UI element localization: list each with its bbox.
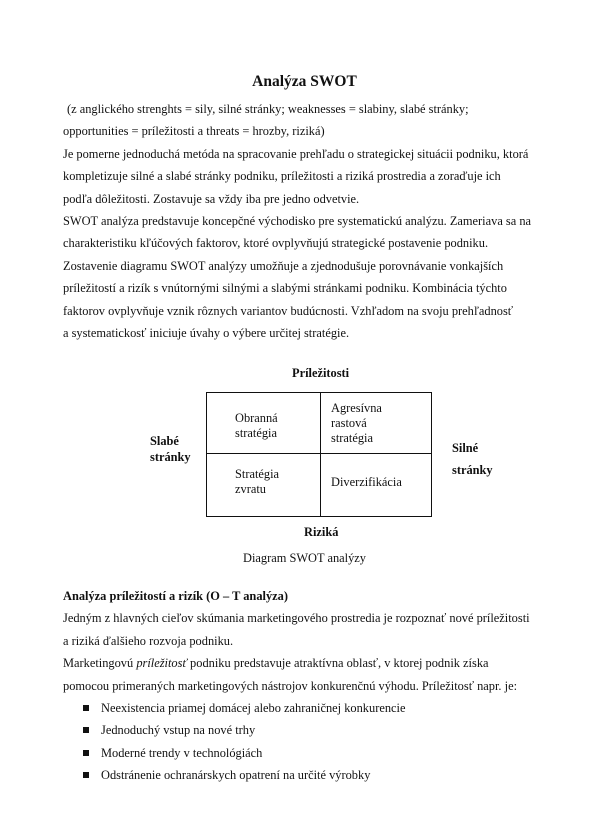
text-span: Marketingovú (63, 656, 137, 671)
list-item (63, 719, 563, 741)
label-line: Slabé (150, 434, 179, 448)
diagram-label-threats: Riziká (304, 525, 339, 539)
list-item-text: Moderné trendy v technológiách (101, 745, 263, 760)
section-heading: Analýza príležitostí a rizík (O – T analýza) (63, 589, 288, 603)
cell-line: stratégia (235, 426, 277, 440)
label-line: Silné (452, 441, 479, 455)
list-item-text: Jednoduchý vstup na nové trhy (101, 723, 256, 738)
cell-line: zvratu (235, 482, 266, 496)
document-title: Analýza SWOT (252, 73, 357, 90)
list-item-text: Neexistencia priamej domácej alebo zahraničnej konkurencie (101, 701, 406, 716)
paragraph-line: a riziká ďalšieho rozvoja podniku. (63, 633, 234, 648)
cell-line: Obranná (235, 411, 278, 425)
diagram-label-opportunities: Príležitosti (292, 366, 350, 380)
bullet-icon (83, 750, 89, 756)
list-item (63, 764, 563, 786)
diagram-label-strengths (452, 437, 493, 481)
intro-line: charakteristiku kľúčových faktorov, ktoré ovplyvňujú strategické postavenie podniku. (63, 236, 489, 251)
diagram-label-weaknesses (150, 433, 191, 465)
text-span: podniku predstavuje atraktívna oblasť, v ktorej podnik získa (186, 656, 489, 671)
cell-defensive-strategy (235, 411, 278, 441)
paragraph-line: pomocou primeraných marketingových nástrojov konkurenčnú výhodu. Príležitosť napr. je: (63, 678, 518, 693)
opportunity-list (63, 697, 563, 787)
intro-line: Je pomerne jednoduchá metóda na spracovanie prehľadu o strategickej situácii podniku, ktorá (63, 146, 529, 161)
bullet-icon (83, 727, 89, 733)
intro-line: podľa dôležitosti. Zostavuje sa vždy iba pre jedno odvetvie. (63, 191, 360, 206)
paragraph-line: Jedným z hlavných cieľov skúmania marketingového prostredia je rozpoznať nové príležitosti (63, 611, 530, 626)
intro-line: kompletizuje silné a slabé stránky podniku, príležitosti a riziká prostredia a zoraďuje ich (63, 169, 501, 184)
list-item (63, 742, 563, 764)
matrix-divider-horizontal (207, 453, 431, 454)
intro-line: faktorov ovplyvňuje vznik rôznych variantov budúcnosti. Vzhľadom na svoju prehľadnosť (63, 303, 514, 318)
cell-line: Agresívna (331, 401, 382, 415)
cell-turnaround-strategy (235, 467, 279, 497)
list-item-text: Odstránenie ochranárskych opatrení na určité výrobky (101, 768, 371, 783)
italic-term: príležitosť (136, 656, 187, 671)
label-line: stránky (150, 450, 191, 464)
intro-line: opportunities = príležitosti a threats = hrozby, riziká) (63, 124, 325, 139)
matrix-divider-vertical (320, 393, 321, 516)
intro-line: (z anglického strenghts = sily, silné stránky; weaknesses = slabiny, slabé stránky; (67, 102, 469, 116)
intro-line: a systematickosť iniciuje úvahy o výbere určitej stratégie. (63, 326, 350, 341)
diagram-caption: Diagram SWOT analýzy (243, 551, 366, 565)
label-line: stránky (452, 463, 493, 477)
cell-aggressive-strategy (331, 401, 382, 446)
swot-matrix (206, 392, 432, 517)
bullet-icon (83, 772, 89, 778)
cell-diversification (331, 475, 402, 490)
cell-line: stratégia (331, 431, 373, 445)
ot-analysis-section (63, 585, 563, 787)
intro-line: Zostavenie diagramu SWOT analýzy umožňuje a zjednodušuje porovnávanie vonkajších (63, 258, 504, 273)
cell-line: rastová (331, 416, 367, 430)
cell-line: Diverzifikácia (331, 475, 402, 489)
bullet-icon (83, 705, 89, 711)
paragraph-line (63, 652, 563, 674)
cell-line: Stratégia (235, 467, 280, 481)
intro-line: SWOT analýza predstavuje koncepčné východisko pre systematickú analýzu. Zameriava sa na (63, 214, 532, 229)
intro-line: príležitostí a rizík s vnútornými silnými a slabými stránkami podniku. Kombinácia týchto (63, 281, 507, 296)
list-item (63, 697, 563, 719)
